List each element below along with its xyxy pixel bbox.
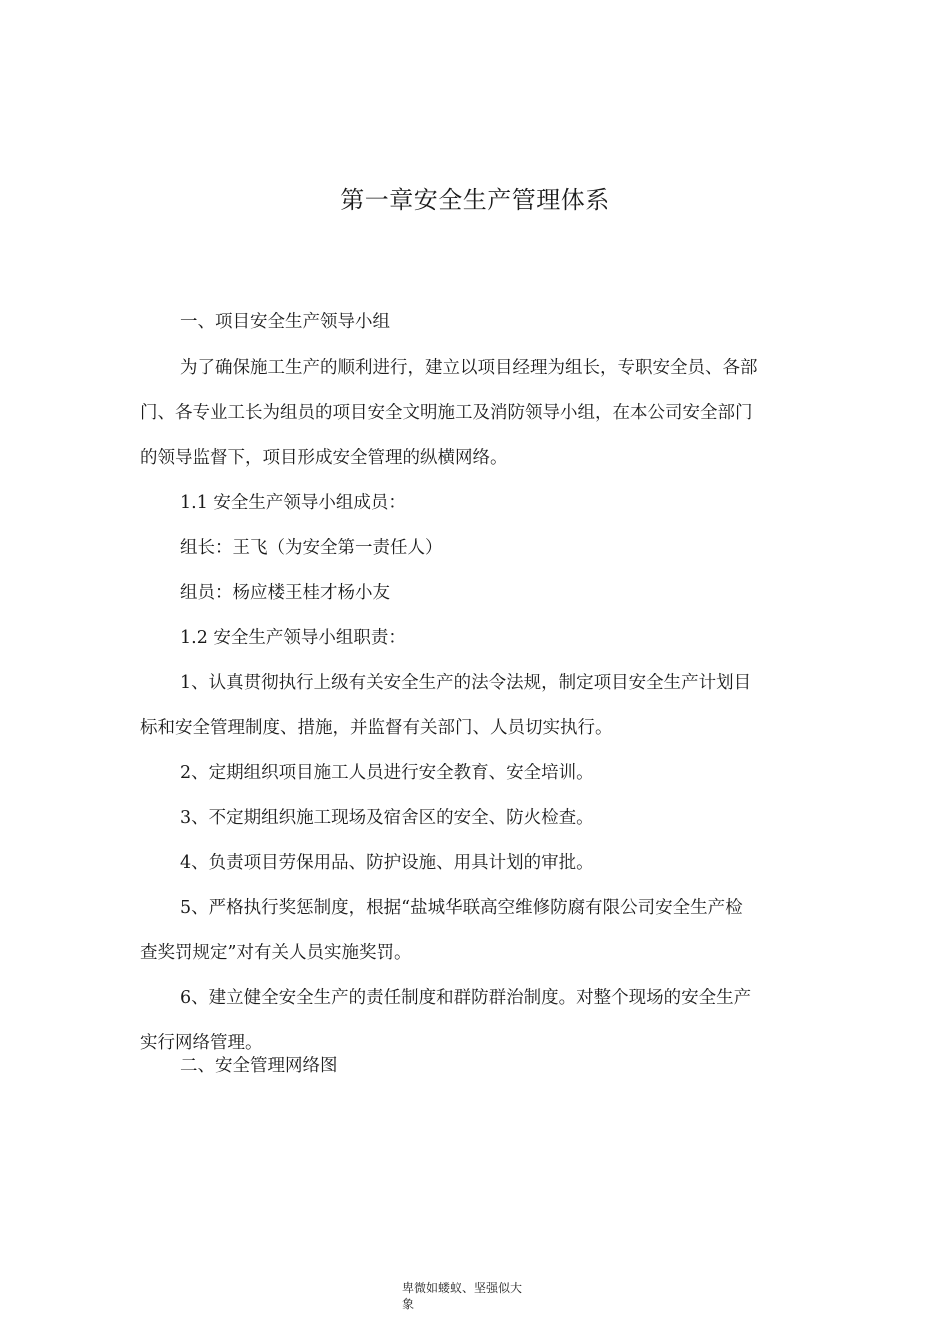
duty-item-6: 6、建立健全安全生产的责任制度和群防群治制度。对整个现场的安全生产 bbox=[180, 988, 752, 1008]
duty-item-6-cont: 实行网络管理。 bbox=[140, 1033, 263, 1053]
duty-item-5: 5、严格执行奖惩制度，根据“盐城华联高空维修防腐有限公司安全生产检 bbox=[180, 898, 743, 918]
section-heading-1: 一、项目安全生产领导小组 bbox=[180, 312, 390, 332]
subsection-heading-1-1: 1.1 安全生产领导小组成员： bbox=[180, 493, 406, 513]
duty-item-5-cont: 查奖罚规定”对有关人员实施奖罚。 bbox=[140, 943, 412, 963]
chapter-title: 第一章安全生产管理体系 bbox=[340, 186, 610, 214]
section-heading-2: 二、安全管理网络图 bbox=[180, 1056, 338, 1076]
paragraph-line: 的领导监督下，项目形成安全管理的纵横网络。 bbox=[140, 448, 508, 468]
duty-item-3: 3、不定期组织施工现场及宿舍区的安全、防火检查。 bbox=[180, 808, 594, 828]
duty-item-1: 1、认真贯彻执行上级有关安全生产的法令法规，制定项目安全生产计划目 bbox=[180, 673, 752, 693]
leader-line: 组长：王飞（为安全第一责任人） bbox=[180, 538, 443, 558]
footer-line-1: 卑微如蝼蚁、坚强似大 bbox=[402, 1281, 523, 1295]
duty-item-1-cont: 标和安全管理制度、措施，并监督有关部门、人员切实执行。 bbox=[140, 718, 613, 738]
duty-item-4: 4、负责项目劳保用品、防护设施、用具计划的审批。 bbox=[180, 853, 594, 873]
footer-line-2: 象 bbox=[402, 1297, 415, 1311]
members-line: 组员：杨应楼王桂才杨小友 bbox=[180, 583, 390, 603]
duty-item-2: 2、定期组织项目施工人员进行安全教育、安全培训。 bbox=[180, 763, 594, 783]
page-footer bbox=[402, 1280, 552, 1312]
paragraph-line: 门、各专业工长为组员的项目安全文明施工及消防领导小组，在本公司安全部门 bbox=[140, 403, 753, 423]
paragraph-line: 为了确保施工生产的顺利进行，建立以项目经理为组长，专职安全员、各部 bbox=[180, 358, 758, 378]
subsection-heading-1-2: 1.2 安全生产领导小组职责： bbox=[180, 628, 406, 648]
